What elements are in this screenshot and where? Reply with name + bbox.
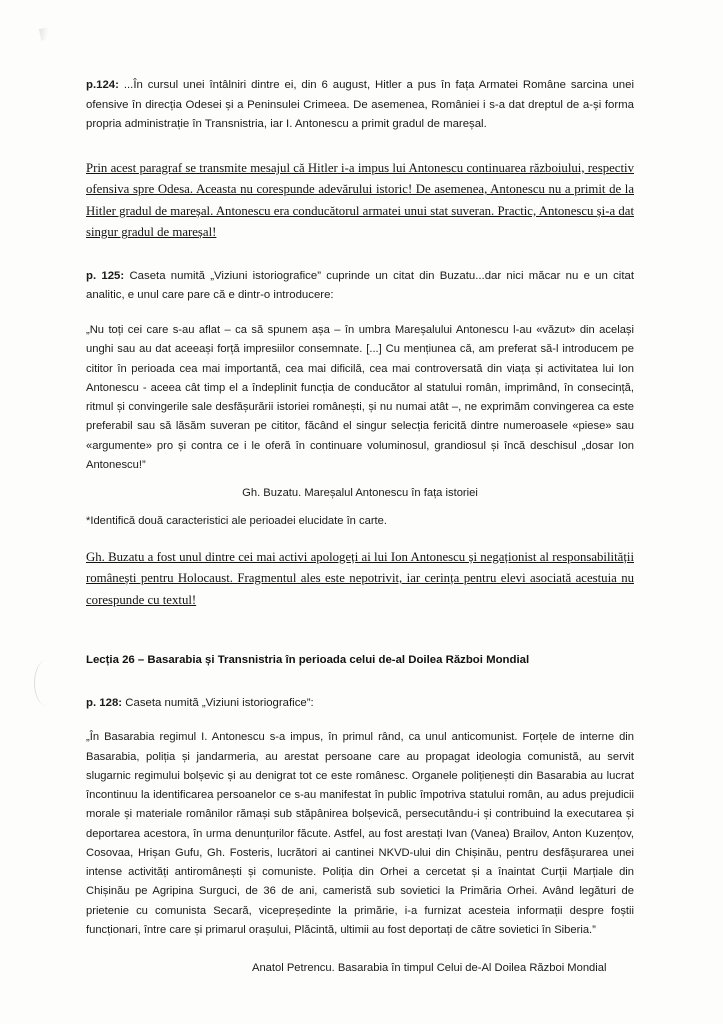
quote-buzatu: „Nu toți cei care s-au aflat – ca să spunem așa – în umbra Mareșalului Antonescu l-au «văzut» din același unghi sau au dat aceeași forță impresiilor consemnate. [...] Cu mențiunea că, am preferat să-l introducem pe cititor în perioada cea mai importantă, cea mai dificilă, cea mai controversată din viața și activitatea lui Ion Antonescu - aceea cât timp el a îndeplinit funcția de conducător al statului român, imprimând, în consecință, ritmul și convingerile sale desfășurării istoriei românești, și nu numai atât –, ne exprimăm convingerea ca este preferabil sau să lăsăm suveran pe cititor, făcând el singur selecția fericită dintre numeroasele «piese» sau «argumente» pro și contra ce i le oferă în continuare voluminosul, grandiosul și încă deschisul „dosar Ion Antonescu!”	[86, 323, 634, 471]
spacer	[86, 503, 634, 512]
spacer	[86, 713, 634, 728]
spacer	[86, 475, 634, 484]
spacer	[86, 532, 634, 547]
paragraph-p125	[86, 267, 634, 306]
page-ref-128: p. 128:	[86, 696, 123, 709]
spacer	[86, 244, 634, 267]
document-content	[86, 76, 634, 979]
task-prompt: *Identifică două caracteristici ale perioadei elucidate în carte.	[86, 515, 387, 528]
scan-artifact-left-icon	[34, 660, 59, 706]
commentary-1: Prin acest paragraf se transmite mesajul că Hitler i-a impus lui Antonescu continuarea războiului, respectiv ofensiva spre Odesa. Aceasta nu corespunde adevărului istoric! De asemenea, Antonescu nu a primit de la Hitler gradul de mareșal. Antonescu era conducătorul armatei unui stat suveran. Practic, Antonescu și-a dat singur gradul de mareșal!	[86, 160, 634, 240]
spacer	[86, 135, 634, 158]
paragraph-p128	[86, 694, 634, 714]
scan-artifact-top-icon	[39, 27, 51, 41]
spacer	[86, 671, 634, 694]
commentary-2: Gh. Buzatu a fost unul dintre cei mai activi apologeți ai lui Ion Antonescu și negaționist al responsabilității românești pentru Holocaust. Fragmentul ales este nepotrivit, iar cerința pentru elevi asociată acestuia nu corespunde cu textul!	[86, 549, 634, 607]
paragraph-p125-text: Caseta numită „Viziuni istoriografice” cuprinde un citat din Buzatu...dar nici măcar nu e un citat analitic, e unul care pare că e dintr-o introducere:	[86, 269, 634, 302]
page-ref-125: p. 125:	[86, 269, 125, 282]
attribution-buzatu: Gh. Buzatu. Mareșalul Antonescu în fața istoriei	[242, 487, 478, 500]
quote-petrencu: „În Basarabia regimul I. Antonescu s-a impus, în primul rând, ca unul anticomunist. Forțele de interne din Basarabia, poliția și jandarmeria, au arestat persoane care au propagat ideologia comunistă, au servit slugarnic regimului bolșevic și au denigrat tot ce este românesc. Organele polițienești din Basarabia au lucrat încontinuu la identificarea persoanelor ce s-au manifestat în public împotriva statului român, au adus prejudicii morale și materiale românilor rămași sub stăpânirea bolșevică, persecutându-i și contribuind la executarea și deportarea acestora, în urma denunțurilor făcute. Astfel, au fost arestați Ivan (Vanea) Brailov, Anton Kuzențov, Cosovaa, Hrișan Gufu, Gh. Fosteris, lucrători ai cantinei NKVD-ului din Chișinău, pentru desfășurarea unei intense activități antiromânești și comuniste. Poliția din Orhei a cercetat și a înaintat Curții Marțiale din Chișinău pe Agripina Surguci, de 36 de ani, cameristă sub sovietici la Primăria Orhei. Având legături de prietenie cu comunista Secară, vicepreședinte la primărie, i-a furnizat acesteia informații despre foștii funcționari, între care și primarul orașului, Plăcintă, ultimii au fost deportați de către sovietici în Siberia.”	[86, 731, 634, 936]
spacer	[86, 611, 634, 651]
spacer	[86, 306, 634, 321]
lesson-heading: Lecția 26 – Basarabia și Transnistria în perioada celui de-al Doilea Război Mondial	[86, 654, 530, 667]
paragraph-p124-text: ...În cursul unei întâlniri dintre ei, din 6 august, Hitler a pus în fața Armatei Române sarcina unei ofensive în direcția Odesei și a Peninsulei Crimeea. De asemenea, României i s-a dat dreptul de a-și forma propria administrație în Transnistria, iar I. Antonescu a primit gradul de mareșal.	[86, 79, 634, 131]
attribution-petrencu: Anatol Petrencu. Basarabia în timpul Celui de-Al Doilea Război Mondial	[252, 962, 607, 975]
paragraph-p128-text: Caseta numită „Viziuni istoriografice”:	[122, 696, 314, 709]
spacer	[86, 940, 634, 959]
page-ref-124: p.124:	[86, 79, 119, 91]
paragraph-p124	[86, 76, 634, 135]
